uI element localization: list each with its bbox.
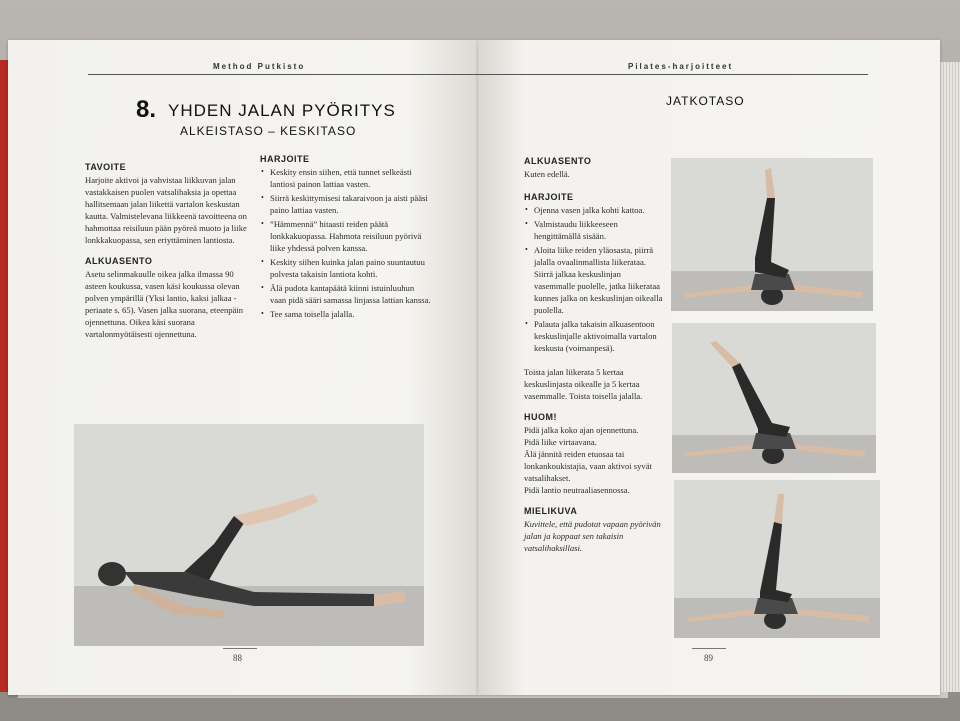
- mielikuva-heading: MIELIKUVA: [524, 506, 578, 516]
- toista-text: Toista jalan liikerata 5 kertaa keskuslinjasta oikealle ja 5 kertaa vasemmalle. Toista toisella jalalla.: [524, 367, 643, 401]
- left-column: [85, 162, 250, 340]
- exercise-photo-3: [674, 480, 880, 638]
- right-text-column: [524, 156, 664, 554]
- huom-line: Pidä jalka koko ajan ojennettuna.: [524, 425, 639, 435]
- page-number-rule-right: [692, 648, 726, 649]
- page-number-left: 88: [233, 653, 242, 663]
- header-rule-left: [88, 74, 478, 75]
- alkuasento-heading-right: ALKUASENTO: [524, 156, 592, 166]
- list-item: • Tee sama toisella jalalla.: [270, 308, 432, 320]
- list-item: • Aloita liike reiden yläosasta, piirrä jalalla ovaalinmallista liikerataa. Siirrä jalkaa keskuslinjan vasemmalle puolelle, jatka liikerataa kunnes jalka on keskuslinjan oikealla puolella.: [534, 244, 664, 316]
- list-item: • ”Hämmennä” hitaasti reiden päätä lonkkakuopassa. Hahmota reisiluun pyörivä liike yhdessä polven kanssa.: [270, 218, 432, 254]
- huom-heading: HUOM!: [524, 412, 557, 422]
- alkuasento-heading: ALKUASENTO: [85, 256, 153, 266]
- lying-figure-illustration: [74, 424, 424, 646]
- list-item: • Keskity siihen kuinka jalan paino suuntautuu polvesta takaisin lantiota kohti.: [270, 256, 432, 280]
- running-head-left: Method Putkisto: [213, 62, 306, 71]
- alkuasento-text: Asetu selinmakuulle oikea jalka ilmassa 90 asteen koukussa, vasen käsi koukussa olevan polven ympärillä (Yksi lantio, kaksi jalkaa -periaate s. 65). Vasen jalka suorana, eteenpäin ojennettuna. Oikea käsi suorana vartalonmyötäisesti ojennettuna.: [85, 269, 244, 339]
- mielikuva-text: Kuvittele, että pudotat vapaan pyörivän jalan ja koppaat sen takaisin vatsalihaksillasi.: [524, 519, 661, 553]
- figure-leg-side-illustration: [672, 323, 876, 473]
- harjoite-list-right: [524, 204, 664, 354]
- exercise-number: 8.: [136, 96, 157, 123]
- running-head-right: Pilates-harjoitteet: [628, 62, 734, 71]
- middle-column: [260, 154, 432, 322]
- exercise-photo-main: [74, 424, 424, 646]
- exercise-level: ALKEISTASO – KESKITASO: [180, 124, 357, 138]
- tavoite-text: Harjoite aktivoi ja vahvistaa liikkuvan jalan vastakkaisen puolen vatsalihaksia ja opettaa hallitsemaan jalan liikettä vartalon keskustan kautta. Valmistelevana liikkeenä tavoitteena on hahmottaa reisiluun pään pyöreä muoto ja liike lonkkakuopassa, sen eriyttäminen lantiosta.: [85, 175, 247, 245]
- list-item: • Siirrä keskittymisesi takaraivoon ja aisti pääsi paino lattiaa vasten.: [270, 192, 432, 216]
- list-item: • Valmistaudu liikkeeseen hengittämällä sisään.: [534, 218, 664, 242]
- huom-line: Pidä lantio neutraaliasennossa.: [524, 485, 630, 495]
- huom-line: Älä jännitä reiden etuosaa tai lonkankoukistajia, vaan aktivoi syvät vatsalihakset.: [524, 449, 652, 483]
- tavoite-heading: TAVOITE: [85, 162, 127, 172]
- page-number-right: 89: [704, 653, 713, 663]
- exercise-photo-2: [672, 323, 876, 473]
- right-page: [478, 40, 940, 695]
- harjoite-heading-right: HARJOITE: [524, 192, 574, 202]
- figure-leg-center-illustration-2: [674, 480, 880, 638]
- harjoite-list-left: [260, 166, 432, 320]
- huom-line: Pidä liike virtaavana.: [524, 437, 597, 447]
- left-page: [8, 40, 478, 695]
- list-item: • Palauta jalka takaisin alkuasentoon keskuslinjalle aktivoimalla vartalon keskusta (voimanpesä).: [534, 318, 664, 354]
- figure-leg-center-illustration: [671, 158, 873, 311]
- level-heading: JATKOTASO: [666, 94, 745, 108]
- exercise-title: YHDEN JALAN PYÖRITYS: [168, 101, 396, 120]
- alkuasento-text-right: Kuten edellä.: [524, 169, 570, 179]
- list-item: • Älä pudota kantapäätä kiinni istuinluuhun vaan pidä sääri samassa linjassa lattian kanssa.: [270, 282, 432, 306]
- list-item: • Keskity ensin siihen, että tunnet selkeästi lantiosi painon lattiaa vasten.: [270, 166, 432, 190]
- list-item: • Ojenna vasen jalka kohti kattoa.: [534, 204, 664, 216]
- page-number-rule-left: [223, 648, 257, 649]
- header-rule-right: [478, 74, 868, 75]
- exercise-photo-1: [671, 158, 873, 311]
- harjoite-heading-left: HARJOITE: [260, 154, 310, 164]
